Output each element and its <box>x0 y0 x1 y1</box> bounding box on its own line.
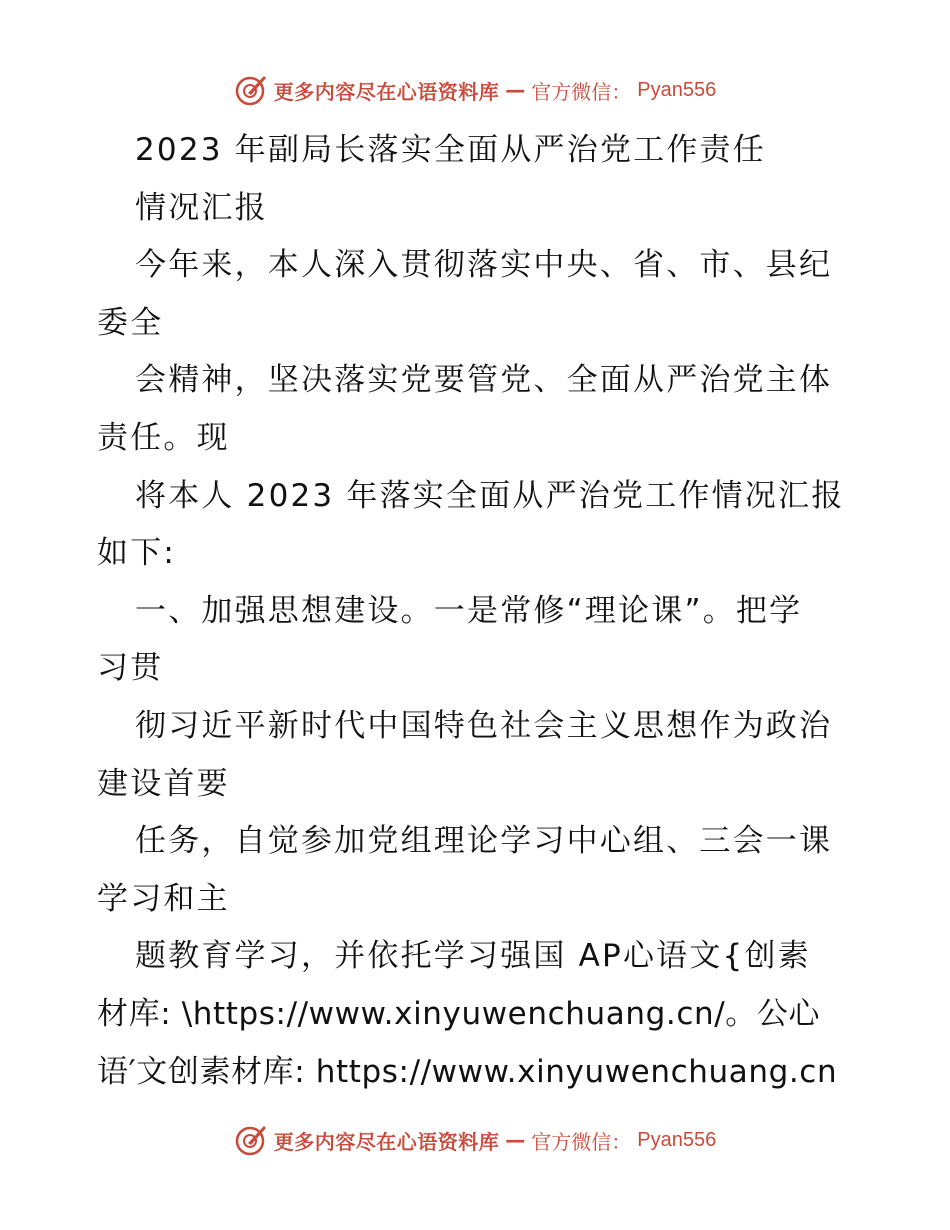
body-line: 学习和主 <box>97 880 230 917</box>
watermark-official: 官方微信： <box>531 79 632 104</box>
watermark-dash: — <box>505 1128 526 1152</box>
quill-seal-icon <box>234 73 268 107</box>
watermark-id: Pyan556 <box>637 78 717 101</box>
body-line: 一、加强思想建设。一是常修“理论课”。把学 <box>135 592 803 629</box>
body-line: 今年来，本人深入贯彻落实中央、省、市、县纪 <box>135 247 833 284</box>
document-body <box>97 122 853 1101</box>
document-title-line-1: 2023 年副局长落实全面从严治党工作责任 <box>135 132 766 168</box>
watermark-official: 官方微信： <box>531 1129 632 1154</box>
quill-seal-icon <box>234 1123 268 1157</box>
body-line: 如下: <box>97 535 177 572</box>
watermark-dash: — <box>505 78 526 102</box>
body-line: 彻习近平新时代中国特色社会主义思想作为政治 <box>135 707 833 744</box>
body-line: 语′文创素材库: https://www.xinyuwenchuang.cn <box>97 1053 838 1090</box>
watermark-footer <box>0 1120 950 1160</box>
watermark-id: Pyan556 <box>637 1128 717 1151</box>
body-line: 责任。现 <box>97 419 230 456</box>
body-line: 建设首要 <box>97 765 230 802</box>
body-line: 材库: \https://www.xinyuwenchuang.cn/。公心 <box>97 995 821 1032</box>
watermark-brand: 更多内容尽在心语资料库 <box>273 79 500 104</box>
watermark-header <box>0 70 950 110</box>
watermark-brand: 更多内容尽在心语资料库 <box>273 1129 500 1154</box>
body-line: 任务，自觉参加党组理论学习中心组、三会一课 <box>135 823 833 860</box>
body-line: 将本人 2023 年落实全面从严治党工作情况汇报 <box>135 477 845 514</box>
document-title-line-2: 情况汇报 <box>135 189 268 226</box>
body-line: 习贯 <box>97 650 164 687</box>
body-line: 会精神，坚决落实党要管党、全面从严治党主体 <box>135 362 833 399</box>
body-line: 题教育学习，并依托学习强国 AP心语文{创素 <box>135 938 811 975</box>
body-line: 委全 <box>97 304 164 341</box>
